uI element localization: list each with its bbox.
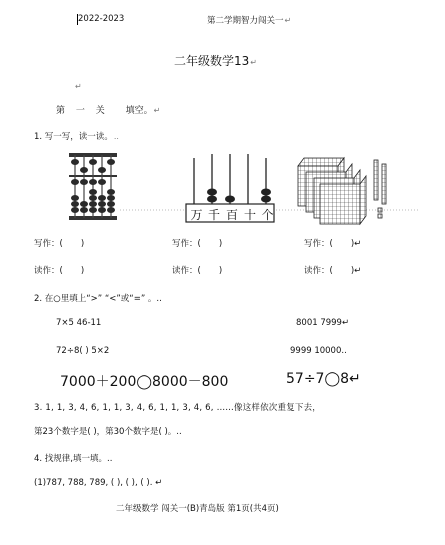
place-label-shi: 十: [243, 208, 256, 222]
question-3-line-2[interactable]: 第23个数字是( )，第30个数字是( )。..: [34, 427, 182, 437]
read-field-2[interactable]: [172, 264, 222, 276]
counting-frame-labels: [188, 206, 276, 223]
return-mark: ..: [113, 132, 119, 141]
section-label: 第 一 关: [56, 106, 109, 116]
return-mark: ↵: [250, 58, 257, 67]
write-label: 写作：(: [172, 239, 201, 249]
compare-item-c[interactable]: 72÷8( ) 5×2: [56, 346, 110, 356]
read-label: 读作：(: [34, 266, 63, 276]
close-paren: ): [80, 239, 85, 249]
question-1-prompt: [34, 130, 119, 142]
write-field-2[interactable]: [172, 237, 222, 249]
close-paren: ): [80, 266, 85, 276]
compare-item-a[interactable]: 7×5 46-11: [56, 318, 102, 328]
compare-item-d[interactable]: 9999 10000..: [290, 346, 347, 356]
read-field-3[interactable]: [304, 264, 361, 276]
page-title: [174, 52, 257, 69]
compare-item-b[interactable]: 8001 7999↵: [296, 318, 350, 328]
question-4-line-1[interactable]: (1)787, 788, 789, ( ), ( ), ( ). ↵: [34, 478, 163, 488]
compare-item-f[interactable]: 57÷7◯8↵: [286, 371, 361, 387]
close-paren: ): [218, 239, 223, 249]
header-term-title-text: 第二学期智力闯关一: [207, 16, 284, 26]
abacus-image: [66, 150, 122, 222]
question-1-text: 1. 写一写，读一读。: [34, 132, 113, 142]
compare-item-e[interactable]: 7000＋200◯8000－800: [60, 374, 229, 390]
return-mark: ↵: [284, 16, 292, 25]
page-footer: 二年级数学 闯关一(B)青岛版 第1页(共4页): [116, 504, 279, 514]
write-label: 写作：(: [304, 239, 333, 249]
write-field-3[interactable]: [304, 237, 361, 249]
base-ten-blocks-image: [296, 154, 396, 228]
section-heading: [56, 103, 160, 116]
header-term-title: [207, 14, 291, 26]
read-label: 读作：(: [304, 266, 333, 276]
close-paren-mark: )↵: [350, 239, 362, 249]
question-3-line-1: 3. 1, 1, 3, 4, 6, 1, 1, 3, 4, 6, 1, 1, 3, 4, 6, ……像这样依次重复下去，: [34, 403, 321, 413]
question-2-prompt: 2. 在○里填上“>” “<”或“=” 。..: [34, 294, 162, 304]
place-label-qian: 千: [207, 208, 220, 222]
page-title-text: 二年级数学13: [174, 54, 250, 68]
write-field-1[interactable]: [34, 237, 84, 249]
place-label-wan: 万: [190, 208, 203, 222]
close-paren-mark: )↵: [350, 266, 362, 276]
read-label: 读作：(: [172, 266, 201, 276]
write-label: 写作：(: [34, 239, 63, 249]
section-task: 填空。: [125, 106, 153, 116]
place-label-bai: 百: [225, 208, 238, 222]
header-year: 2022-2023: [78, 14, 125, 24]
blank-line-mark: ↵: [75, 82, 82, 91]
question-4-prompt: 4. 找规律,填一填。..: [34, 454, 113, 464]
place-label-ge: 个: [261, 208, 274, 222]
read-field-1[interactable]: [34, 264, 84, 276]
close-paren: ): [218, 266, 223, 276]
return-mark: ↵: [153, 106, 161, 115]
